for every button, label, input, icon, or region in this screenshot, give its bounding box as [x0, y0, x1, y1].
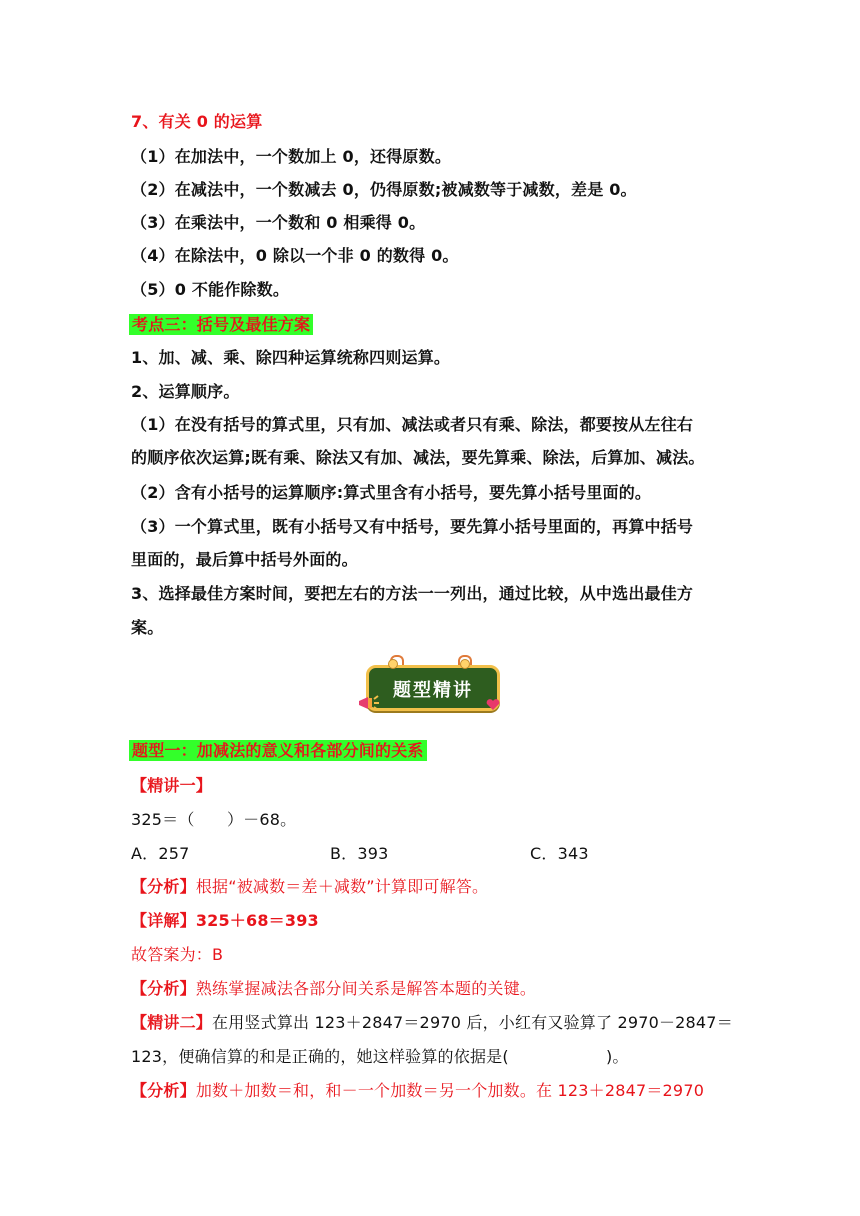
ex2-tag: 【精讲二】	[131, 1013, 213, 1032]
rule-1: （1）在加法中，一个数加上 0，还得原数。	[131, 147, 452, 166]
ex1-analysis-tag: 【分析】	[131, 877, 196, 896]
kd3-order-3a: （3）一个算式里，既有小括号又有中括号，要先算小括号里面的，再算中括号	[131, 517, 694, 536]
rule-3: （3）在乘法中，一个数和 0 相乘得 0。	[131, 213, 426, 232]
kd3-paragraph-1: 1、加、减、乘、除四种运算统称四则运算。	[131, 348, 451, 367]
section-7-title: 7、有关 0 的运算	[131, 112, 263, 131]
ex1-option-b: B．393	[330, 844, 389, 863]
megaphone-icon	[356, 693, 380, 715]
ex1-detail	[131, 909, 319, 933]
rule-5: （5）0 不能作除数。	[131, 280, 290, 299]
ex2-analysis-text: 加数＋加数＝和，和－一个加数＝另一个加数。在 123＋2847＝2970	[195, 1081, 705, 1100]
badge-label: 题型精讲	[393, 680, 473, 701]
badge-plate	[366, 665, 500, 711]
kaodian-3-highlight: 考点三：括号及最佳方案	[129, 314, 313, 335]
ex2-analysis	[131, 1079, 704, 1103]
badge-ornament-left	[388, 659, 398, 669]
badge-ornament-right	[460, 659, 470, 669]
type-1-heading	[131, 739, 427, 763]
kd3-paragraph-3a: 3、选择最佳方案时间，要把左右的方法一一列出，通过比较，从中选出最佳方	[131, 584, 694, 603]
ex1-detail-tag: 【详解】	[131, 911, 196, 930]
heart-icon	[486, 699, 500, 711]
ex1-analysis-2	[131, 977, 536, 1001]
ex1-analysis	[131, 875, 488, 899]
ex2-question-line-1	[131, 1011, 733, 1035]
rule-2: （2）在减法中，一个数减去 0，仍得原数;被减数等于减数，差是 0。	[131, 180, 637, 199]
kd3-paragraph-3b: 案。	[131, 618, 164, 637]
ex2-question-a: 在用竖式算出 123＋2847＝2970 后，小红有又验算了 2970－2847＝	[212, 1013, 733, 1032]
ex1-analysis-2-text: 熟练掌握减法各部分间关系是解答本题的关键。	[195, 979, 537, 998]
kd3-order-1a: （1）在没有括号的算式里，只有加、减法或者只有乘、除法，都要按从左往右	[131, 415, 694, 434]
ex1-analysis-text: 根据“被减数＝差＋减数”计算即可解答。	[195, 877, 489, 896]
kaodian-3-heading	[131, 313, 313, 337]
ex1-question: 325＝（ ）－68。	[131, 810, 297, 829]
ex1-answer: 故答案为：B	[131, 945, 224, 964]
rule-4: （4）在除法中，0 除以一个非 0 的数得 0。	[131, 246, 459, 265]
type-1-highlight: 题型一：加减法的意义和各部分间的关系	[129, 740, 427, 761]
ex2-question-line-2: 123，便确信算的和是正确的，她这样验算的依据是( )。	[131, 1047, 629, 1066]
ex1-tag: 【精讲一】	[131, 776, 213, 795]
kd3-order-1b: 的顺序依次运算;既有乘、除法又有加、减法，要先算乘、除法，后算加、减法。	[131, 448, 705, 467]
kd3-order-3b: 里面的，最后算中括号外面的。	[131, 550, 358, 569]
ex1-analysis-2-tag: 【分析】	[131, 979, 196, 998]
topic-badge	[360, 655, 502, 721]
ex1-detail-text: 325＋68＝393	[195, 911, 319, 930]
ex1-option-c: C．343	[530, 844, 589, 863]
ex1-option-a: A．257	[131, 844, 190, 863]
kd3-order-2: （2）含有小括号的运算顺序:算式里含有小括号，要先算小括号里面的。	[131, 483, 652, 502]
kd3-paragraph-2: 2、运算顺序。	[131, 382, 240, 401]
ex2-analysis-tag: 【分析】	[131, 1081, 196, 1100]
